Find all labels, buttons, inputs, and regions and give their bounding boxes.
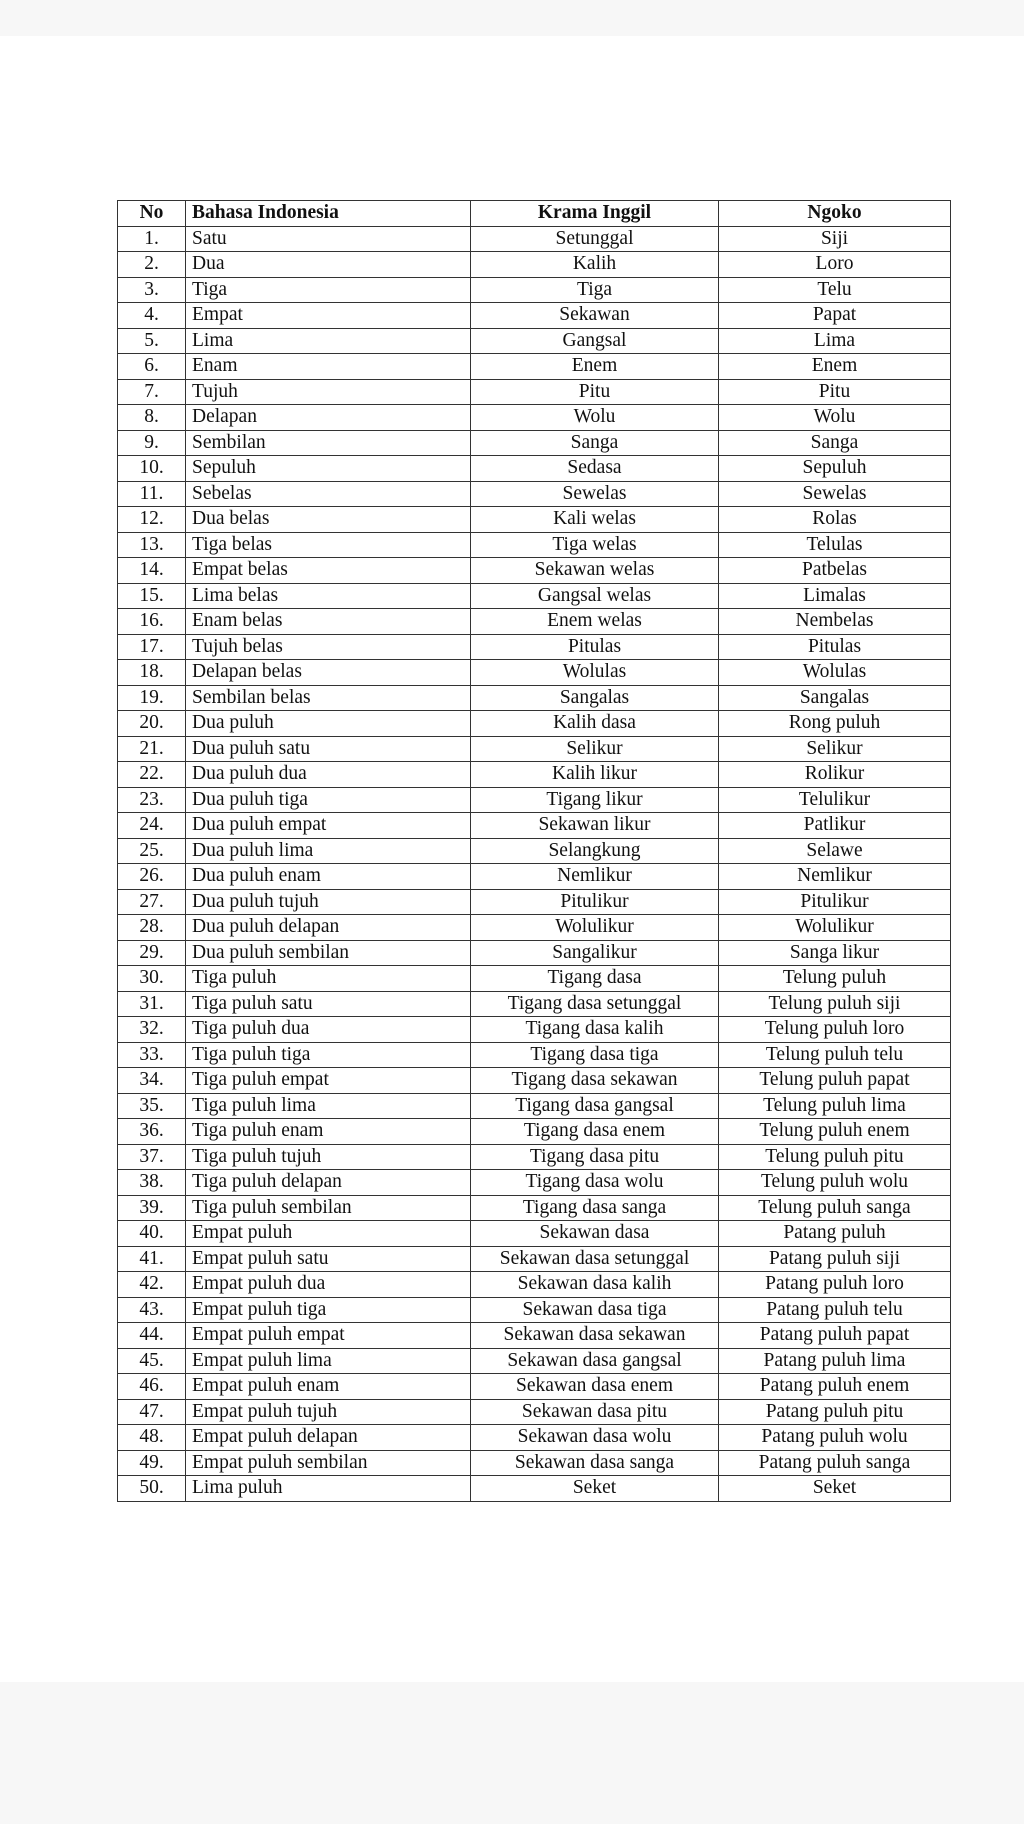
cell-ngoko: Sepuluh bbox=[719, 456, 951, 482]
cell-krama-inggil: Sangalikur bbox=[471, 940, 719, 966]
cell-krama-inggil: Tigang dasa enem bbox=[471, 1119, 719, 1145]
cell-no: 32. bbox=[118, 1017, 186, 1043]
cell-no: 12. bbox=[118, 507, 186, 533]
cell-ngoko: Patang puluh pitu bbox=[719, 1399, 951, 1425]
cell-krama-inggil: Tiga welas bbox=[471, 532, 719, 558]
cell-bahasa-indonesia: Dua puluh tujuh bbox=[186, 889, 471, 915]
table-header-row bbox=[118, 201, 951, 227]
table-row bbox=[118, 685, 951, 711]
cell-ngoko: Seket bbox=[719, 1476, 951, 1502]
table-row bbox=[118, 558, 951, 584]
cell-krama-inggil: Selikur bbox=[471, 736, 719, 762]
cell-no: 19. bbox=[118, 685, 186, 711]
number-translation-table bbox=[117, 200, 951, 1502]
cell-krama-inggil: Sekawan dasa gangsal bbox=[471, 1348, 719, 1374]
cell-no: 8. bbox=[118, 405, 186, 431]
cell-no: 34. bbox=[118, 1068, 186, 1094]
cell-no: 9. bbox=[118, 430, 186, 456]
cell-bahasa-indonesia: Tiga puluh lima bbox=[186, 1093, 471, 1119]
cell-ngoko: Patang puluh loro bbox=[719, 1272, 951, 1298]
cell-ngoko: Papat bbox=[719, 303, 951, 329]
cell-ngoko: Patang puluh siji bbox=[719, 1246, 951, 1272]
cell-bahasa-indonesia: Dua puluh satu bbox=[186, 736, 471, 762]
cell-krama-inggil: Tigang dasa tiga bbox=[471, 1042, 719, 1068]
table-row bbox=[118, 277, 951, 303]
cell-no: 50. bbox=[118, 1476, 186, 1502]
cell-no: 35. bbox=[118, 1093, 186, 1119]
cell-no: 21. bbox=[118, 736, 186, 762]
table-row bbox=[118, 1093, 951, 1119]
cell-ngoko: Sanga likur bbox=[719, 940, 951, 966]
cell-krama-inggil: Sedasa bbox=[471, 456, 719, 482]
table-row bbox=[118, 1348, 951, 1374]
table-row bbox=[118, 226, 951, 252]
cell-krama-inggil: Seket bbox=[471, 1476, 719, 1502]
cell-krama-inggil: Sangalas bbox=[471, 685, 719, 711]
table-row bbox=[118, 787, 951, 813]
cell-krama-inggil: Wolulas bbox=[471, 660, 719, 686]
cell-ngoko: Pitulas bbox=[719, 634, 951, 660]
cell-ngoko: Pitulikur bbox=[719, 889, 951, 915]
cell-no: 41. bbox=[118, 1246, 186, 1272]
cell-bahasa-indonesia: Satu bbox=[186, 226, 471, 252]
cell-krama-inggil: Enem welas bbox=[471, 609, 719, 635]
cell-no: 30. bbox=[118, 966, 186, 992]
table-row bbox=[118, 1399, 951, 1425]
table-row bbox=[118, 966, 951, 992]
cell-ngoko: Patang puluh telu bbox=[719, 1297, 951, 1323]
cell-krama-inggil: Kalih bbox=[471, 252, 719, 278]
cell-bahasa-indonesia: Empat puluh delapan bbox=[186, 1425, 471, 1451]
cell-ngoko: Lima bbox=[719, 328, 951, 354]
cell-no: 7. bbox=[118, 379, 186, 405]
table-row bbox=[118, 481, 951, 507]
cell-bahasa-indonesia: Empat puluh tiga bbox=[186, 1297, 471, 1323]
cell-bahasa-indonesia: Sembilan belas bbox=[186, 685, 471, 711]
cell-krama-inggil: Sewelas bbox=[471, 481, 719, 507]
cell-bahasa-indonesia: Empat puluh enam bbox=[186, 1374, 471, 1400]
cell-no: 43. bbox=[118, 1297, 186, 1323]
cell-ngoko: Telung puluh telu bbox=[719, 1042, 951, 1068]
cell-krama-inggil: Setunggal bbox=[471, 226, 719, 252]
cell-ngoko: Patang puluh sanga bbox=[719, 1450, 951, 1476]
cell-no: 26. bbox=[118, 864, 186, 890]
cell-krama-inggil: Enem bbox=[471, 354, 719, 380]
cell-no: 37. bbox=[118, 1144, 186, 1170]
cell-bahasa-indonesia: Lima bbox=[186, 328, 471, 354]
cell-ngoko: Nembelas bbox=[719, 609, 951, 635]
cell-no: 23. bbox=[118, 787, 186, 813]
cell-no: 6. bbox=[118, 354, 186, 380]
cell-no: 15. bbox=[118, 583, 186, 609]
cell-bahasa-indonesia: Dua belas bbox=[186, 507, 471, 533]
cell-no: 5. bbox=[118, 328, 186, 354]
cell-no: 48. bbox=[118, 1425, 186, 1451]
cell-no: 40. bbox=[118, 1221, 186, 1247]
table-row bbox=[118, 660, 951, 686]
cell-ngoko: Sewelas bbox=[719, 481, 951, 507]
document-page bbox=[0, 36, 1024, 1682]
cell-bahasa-indonesia: Sepuluh bbox=[186, 456, 471, 482]
cell-bahasa-indonesia: Empat bbox=[186, 303, 471, 329]
table-row bbox=[118, 1170, 951, 1196]
cell-no: 3. bbox=[118, 277, 186, 303]
cell-krama-inggil: Tigang dasa sekawan bbox=[471, 1068, 719, 1094]
cell-bahasa-indonesia: Tujuh belas bbox=[186, 634, 471, 660]
cell-bahasa-indonesia: Empat puluh sembilan bbox=[186, 1450, 471, 1476]
cell-krama-inggil: Kalih dasa bbox=[471, 711, 719, 737]
table-row bbox=[118, 1323, 951, 1349]
cell-bahasa-indonesia: Empat belas bbox=[186, 558, 471, 584]
cell-no: 29. bbox=[118, 940, 186, 966]
cell-no: 46. bbox=[118, 1374, 186, 1400]
table-row bbox=[118, 1068, 951, 1094]
cell-krama-inggil: Sekawan dasa sekawan bbox=[471, 1323, 719, 1349]
cell-bahasa-indonesia: Lima puluh bbox=[186, 1476, 471, 1502]
cell-bahasa-indonesia: Tiga puluh bbox=[186, 966, 471, 992]
cell-bahasa-indonesia: Delapan belas bbox=[186, 660, 471, 686]
cell-bahasa-indonesia: Dua puluh enam bbox=[186, 864, 471, 890]
cell-ngoko: Telulikur bbox=[719, 787, 951, 813]
table-row bbox=[118, 1119, 951, 1145]
cell-bahasa-indonesia: Tiga puluh dua bbox=[186, 1017, 471, 1043]
table-row bbox=[118, 1042, 951, 1068]
cell-ngoko: Patang puluh bbox=[719, 1221, 951, 1247]
cell-krama-inggil: Sekawan dasa pitu bbox=[471, 1399, 719, 1425]
cell-bahasa-indonesia: Dua puluh bbox=[186, 711, 471, 737]
cell-krama-inggil: Sekawan dasa bbox=[471, 1221, 719, 1247]
table-row bbox=[118, 1297, 951, 1323]
cell-ngoko: Wolulas bbox=[719, 660, 951, 686]
cell-ngoko: Patbelas bbox=[719, 558, 951, 584]
cell-krama-inggil: Sekawan dasa kalih bbox=[471, 1272, 719, 1298]
cell-ngoko: Telung puluh bbox=[719, 966, 951, 992]
cell-ngoko: Limalas bbox=[719, 583, 951, 609]
cell-ngoko: Patang puluh wolu bbox=[719, 1425, 951, 1451]
cell-ngoko: Siji bbox=[719, 226, 951, 252]
cell-krama-inggil: Wolulikur bbox=[471, 915, 719, 941]
cell-no: 17. bbox=[118, 634, 186, 660]
cell-no: 33. bbox=[118, 1042, 186, 1068]
cell-ngoko: Wolu bbox=[719, 405, 951, 431]
table-row bbox=[118, 583, 951, 609]
table-row bbox=[118, 889, 951, 915]
cell-ngoko: Selikur bbox=[719, 736, 951, 762]
cell-bahasa-indonesia: Tiga puluh empat bbox=[186, 1068, 471, 1094]
table-row bbox=[118, 1221, 951, 1247]
table-row bbox=[118, 864, 951, 890]
cell-no: 18. bbox=[118, 660, 186, 686]
cell-bahasa-indonesia: Dua puluh tiga bbox=[186, 787, 471, 813]
cell-bahasa-indonesia: Dua puluh lima bbox=[186, 838, 471, 864]
header-ngoko: Ngoko bbox=[719, 201, 951, 227]
table-row bbox=[118, 1450, 951, 1476]
cell-bahasa-indonesia: Dua puluh sembilan bbox=[186, 940, 471, 966]
cell-ngoko: Telung puluh papat bbox=[719, 1068, 951, 1094]
cell-no: 14. bbox=[118, 558, 186, 584]
cell-no: 31. bbox=[118, 991, 186, 1017]
cell-krama-inggil: Tigang dasa gangsal bbox=[471, 1093, 719, 1119]
cell-bahasa-indonesia: Tiga puluh tujuh bbox=[186, 1144, 471, 1170]
cell-bahasa-indonesia: Empat puluh bbox=[186, 1221, 471, 1247]
cell-ngoko: Patlikur bbox=[719, 813, 951, 839]
cell-no: 45. bbox=[118, 1348, 186, 1374]
table-row bbox=[118, 532, 951, 558]
cell-bahasa-indonesia: Empat puluh empat bbox=[186, 1323, 471, 1349]
cell-ngoko: Patang puluh papat bbox=[719, 1323, 951, 1349]
cell-krama-inggil: Sekawan bbox=[471, 303, 719, 329]
table-row bbox=[118, 1425, 951, 1451]
cell-ngoko: Telung puluh siji bbox=[719, 991, 951, 1017]
cell-ngoko: Rolas bbox=[719, 507, 951, 533]
cell-ngoko: Sangalas bbox=[719, 685, 951, 711]
cell-bahasa-indonesia: Delapan bbox=[186, 405, 471, 431]
cell-krama-inggil: Wolu bbox=[471, 405, 719, 431]
cell-bahasa-indonesia: Dua puluh dua bbox=[186, 762, 471, 788]
table-body bbox=[118, 226, 951, 1501]
table-row bbox=[118, 507, 951, 533]
table-row bbox=[118, 1272, 951, 1298]
table-row bbox=[118, 634, 951, 660]
cell-bahasa-indonesia: Tiga puluh delapan bbox=[186, 1170, 471, 1196]
cell-krama-inggil: Sekawan dasa sanga bbox=[471, 1450, 719, 1476]
cell-ngoko: Loro bbox=[719, 252, 951, 278]
cell-ngoko: Nemlikur bbox=[719, 864, 951, 890]
table-row bbox=[118, 940, 951, 966]
cell-bahasa-indonesia: Tujuh bbox=[186, 379, 471, 405]
table-row bbox=[118, 1017, 951, 1043]
header-krama-inggil: Krama Inggil bbox=[471, 201, 719, 227]
cell-krama-inggil: Pitulikur bbox=[471, 889, 719, 915]
cell-no: 47. bbox=[118, 1399, 186, 1425]
cell-krama-inggil: Kalih likur bbox=[471, 762, 719, 788]
cell-krama-inggil: Tigang dasa wolu bbox=[471, 1170, 719, 1196]
cell-krama-inggil: Nemlikur bbox=[471, 864, 719, 890]
cell-no: 28. bbox=[118, 915, 186, 941]
cell-no: 24. bbox=[118, 813, 186, 839]
cell-no: 16. bbox=[118, 609, 186, 635]
cell-bahasa-indonesia: Tiga puluh enam bbox=[186, 1119, 471, 1145]
table-row bbox=[118, 609, 951, 635]
cell-no: 13. bbox=[118, 532, 186, 558]
cell-no: 22. bbox=[118, 762, 186, 788]
cell-ngoko: Enem bbox=[719, 354, 951, 380]
table-row bbox=[118, 915, 951, 941]
cell-no: 25. bbox=[118, 838, 186, 864]
cell-bahasa-indonesia: Tiga puluh tiga bbox=[186, 1042, 471, 1068]
cell-krama-inggil: Sanga bbox=[471, 430, 719, 456]
cell-krama-inggil: Selangkung bbox=[471, 838, 719, 864]
cell-krama-inggil: Sekawan dasa enem bbox=[471, 1374, 719, 1400]
cell-ngoko: Sanga bbox=[719, 430, 951, 456]
cell-bahasa-indonesia: Dua puluh delapan bbox=[186, 915, 471, 941]
cell-bahasa-indonesia: Empat puluh lima bbox=[186, 1348, 471, 1374]
cell-ngoko: Patang puluh enem bbox=[719, 1374, 951, 1400]
cell-ngoko: Patang puluh lima bbox=[719, 1348, 951, 1374]
cell-no: 44. bbox=[118, 1323, 186, 1349]
cell-ngoko: Telung puluh pitu bbox=[719, 1144, 951, 1170]
cell-krama-inggil: Sekawan dasa tiga bbox=[471, 1297, 719, 1323]
cell-bahasa-indonesia: Sebelas bbox=[186, 481, 471, 507]
cell-bahasa-indonesia: Dua puluh empat bbox=[186, 813, 471, 839]
cell-no: 20. bbox=[118, 711, 186, 737]
cell-krama-inggil: Gangsal bbox=[471, 328, 719, 354]
cell-no: 4. bbox=[118, 303, 186, 329]
table-row bbox=[118, 405, 951, 431]
cell-bahasa-indonesia: Dua bbox=[186, 252, 471, 278]
table-row bbox=[118, 328, 951, 354]
cell-bahasa-indonesia: Tiga belas bbox=[186, 532, 471, 558]
cell-bahasa-indonesia: Enam bbox=[186, 354, 471, 380]
cell-no: 42. bbox=[118, 1272, 186, 1298]
table-row bbox=[118, 354, 951, 380]
cell-no: 49. bbox=[118, 1450, 186, 1476]
cell-bahasa-indonesia: Lima belas bbox=[186, 583, 471, 609]
table-row bbox=[118, 991, 951, 1017]
table-row bbox=[118, 252, 951, 278]
table-row bbox=[118, 1374, 951, 1400]
table-row bbox=[118, 1246, 951, 1272]
cell-no: 2. bbox=[118, 252, 186, 278]
cell-krama-inggil: Sekawan dasa wolu bbox=[471, 1425, 719, 1451]
cell-no: 36. bbox=[118, 1119, 186, 1145]
table-row bbox=[118, 762, 951, 788]
cell-ngoko: Telulas bbox=[719, 532, 951, 558]
cell-no: 1. bbox=[118, 226, 186, 252]
cell-krama-inggil: Sekawan welas bbox=[471, 558, 719, 584]
cell-bahasa-indonesia: Tiga puluh sembilan bbox=[186, 1195, 471, 1221]
cell-bahasa-indonesia: Enam belas bbox=[186, 609, 471, 635]
table-row bbox=[118, 711, 951, 737]
table-row bbox=[118, 1476, 951, 1502]
table-row bbox=[118, 430, 951, 456]
cell-krama-inggil: Pitu bbox=[471, 379, 719, 405]
header-bahasa-indonesia: Bahasa Indonesia bbox=[186, 201, 471, 227]
cell-bahasa-indonesia: Tiga puluh satu bbox=[186, 991, 471, 1017]
cell-krama-inggil: Tigang dasa kalih bbox=[471, 1017, 719, 1043]
cell-krama-inggil: Sekawan dasa setunggal bbox=[471, 1246, 719, 1272]
cell-bahasa-indonesia: Empat puluh dua bbox=[186, 1272, 471, 1298]
table-row bbox=[118, 838, 951, 864]
cell-ngoko: Telung puluh sanga bbox=[719, 1195, 951, 1221]
cell-ngoko: Selawe bbox=[719, 838, 951, 864]
table-row bbox=[118, 379, 951, 405]
table-row bbox=[118, 303, 951, 329]
cell-krama-inggil: Gangsal welas bbox=[471, 583, 719, 609]
cell-ngoko: Telung puluh lima bbox=[719, 1093, 951, 1119]
cell-bahasa-indonesia: Empat puluh satu bbox=[186, 1246, 471, 1272]
cell-no: 39. bbox=[118, 1195, 186, 1221]
cell-ngoko: Telung puluh wolu bbox=[719, 1170, 951, 1196]
header-no: No bbox=[118, 201, 186, 227]
cell-ngoko: Pitu bbox=[719, 379, 951, 405]
cell-krama-inggil: Tigang dasa sanga bbox=[471, 1195, 719, 1221]
cell-ngoko: Wolulikur bbox=[719, 915, 951, 941]
cell-krama-inggil: Tigang dasa pitu bbox=[471, 1144, 719, 1170]
cell-ngoko: Telung puluh loro bbox=[719, 1017, 951, 1043]
cell-no: 38. bbox=[118, 1170, 186, 1196]
cell-ngoko: Rolikur bbox=[719, 762, 951, 788]
cell-no: 10. bbox=[118, 456, 186, 482]
table-row bbox=[118, 1144, 951, 1170]
cell-krama-inggil: Sekawan likur bbox=[471, 813, 719, 839]
cell-ngoko: Telung puluh enem bbox=[719, 1119, 951, 1145]
cell-bahasa-indonesia: Empat puluh tujuh bbox=[186, 1399, 471, 1425]
cell-krama-inggil: Tigang dasa setunggal bbox=[471, 991, 719, 1017]
table-row bbox=[118, 813, 951, 839]
cell-krama-inggil: Tigang dasa bbox=[471, 966, 719, 992]
cell-krama-inggil: Kali welas bbox=[471, 507, 719, 533]
cell-krama-inggil: Tiga bbox=[471, 277, 719, 303]
cell-no: 27. bbox=[118, 889, 186, 915]
table-row bbox=[118, 1195, 951, 1221]
cell-bahasa-indonesia: Tiga bbox=[186, 277, 471, 303]
cell-no: 11. bbox=[118, 481, 186, 507]
cell-krama-inggil: Pitulas bbox=[471, 634, 719, 660]
table-row bbox=[118, 736, 951, 762]
cell-ngoko: Telu bbox=[719, 277, 951, 303]
cell-krama-inggil: Tigang likur bbox=[471, 787, 719, 813]
cell-bahasa-indonesia: Sembilan bbox=[186, 430, 471, 456]
table-row bbox=[118, 456, 951, 482]
cell-ngoko: Rong puluh bbox=[719, 711, 951, 737]
